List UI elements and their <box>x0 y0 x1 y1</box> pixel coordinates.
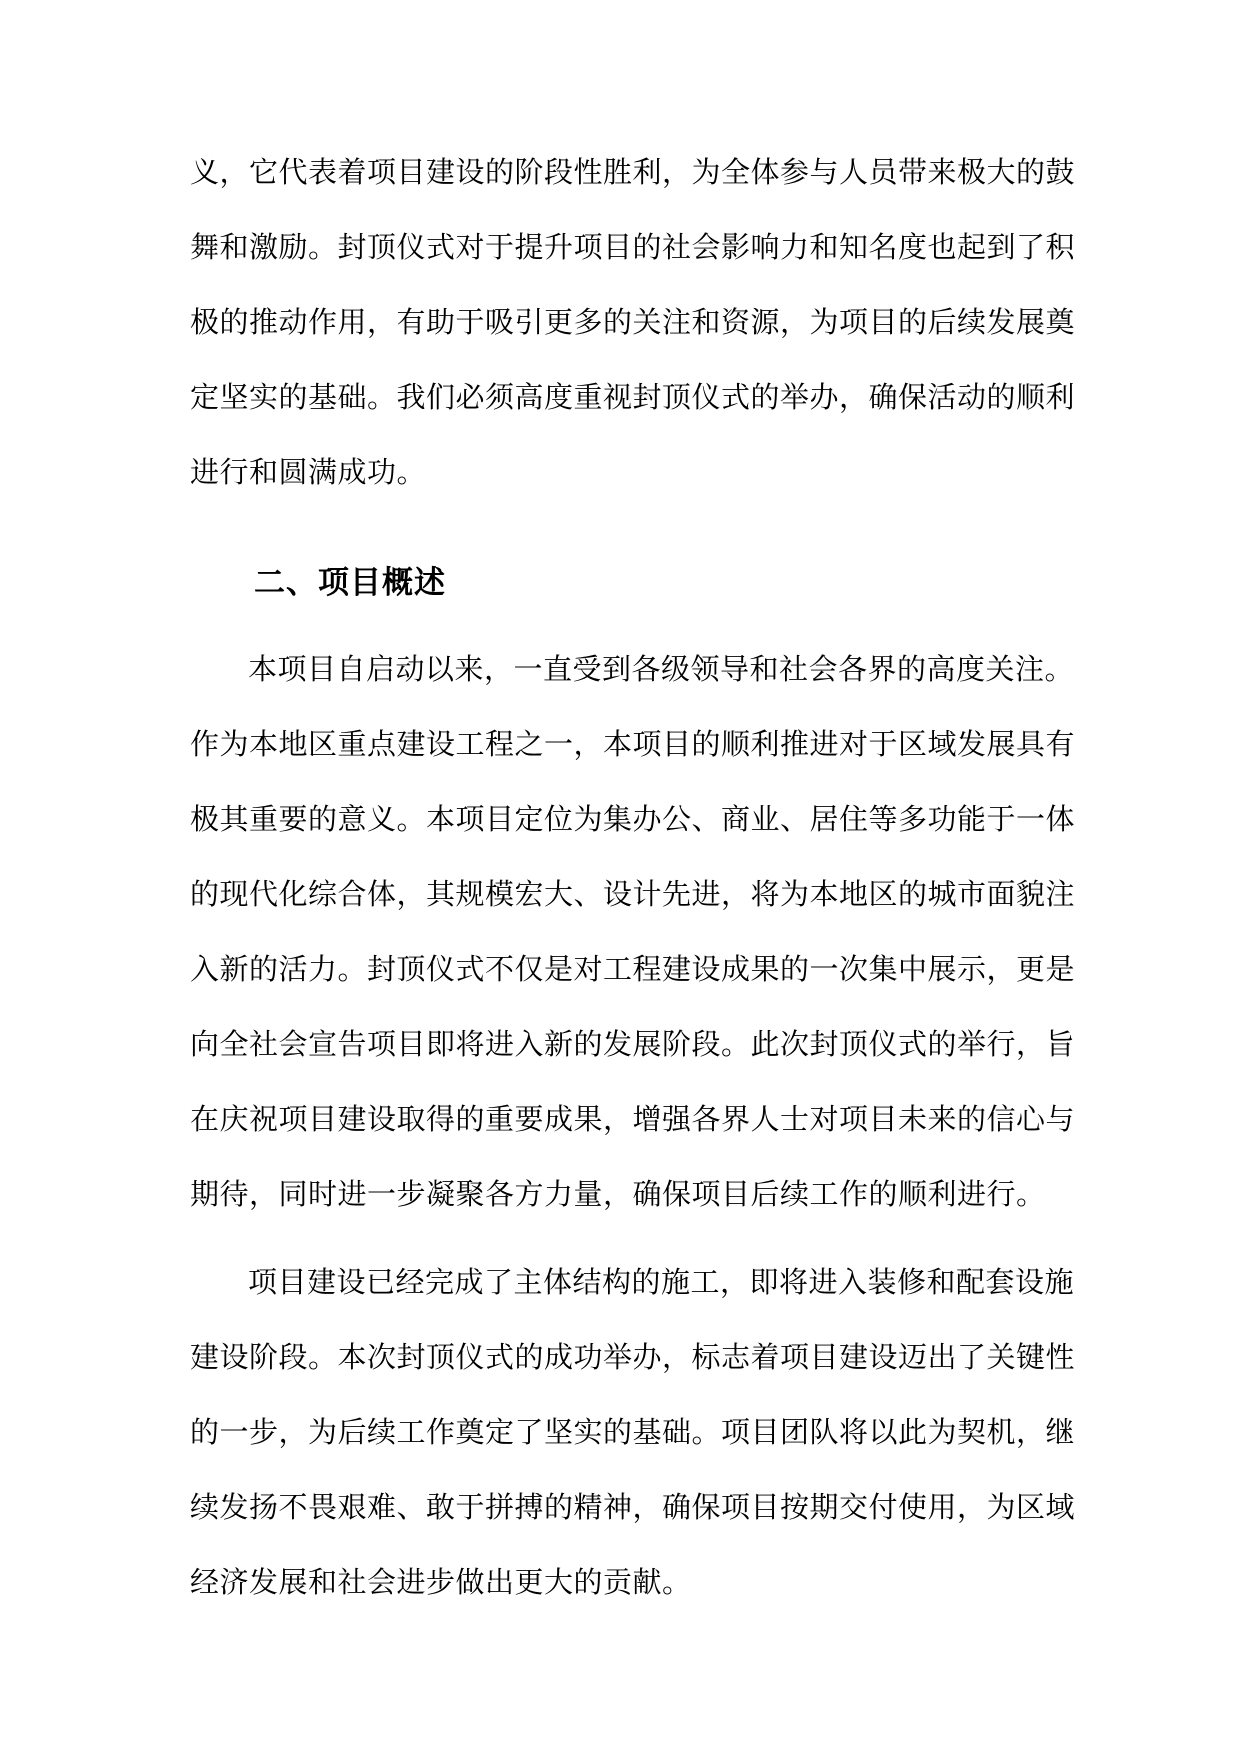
text-line: 的现代化综合体，其规模宏大、设计先进，将为本地区的城市面貌注 <box>190 877 1076 911</box>
text-line: 期待，同时进一步凝聚各方力量，确保项目后续工作的顺利进行。 <box>190 1177 1046 1211</box>
text-line: 定坚实的基础。我们必须高度重视封顶仪式的举办，确保活动的顺利 <box>190 380 1076 414</box>
text-line: 入新的活力。封顶仪式不仅是对工程建设成果的一次集中展示，更是 <box>190 952 1076 986</box>
text-line: 向全社会宣告项目即将进入新的发展阶段。此次封顶仪式的举行，旨 <box>190 1027 1076 1061</box>
text-line: 舞和激励。封顶仪式对于提升项目的社会影响力和知名度也起到了积 <box>190 230 1076 264</box>
text-line: 作为本地区重点建设工程之一，本项目的顺利推进对于区域发展具有 <box>190 727 1076 761</box>
text-line: 项目建设已经完成了主体结构的施工，即将进入装修和配套设施 <box>248 1265 1075 1299</box>
text-line: 本项目自启动以来，一直受到各级领导和社会各界的高度关注。 <box>248 652 1075 686</box>
section-heading: 二、项目概述 <box>254 565 446 601</box>
text-line: 在庆祝项目建设取得的重要成果，增强各界人士对项目未来的信心与 <box>190 1102 1076 1136</box>
text-line: 建设阶段。本次封顶仪式的成功举办，标志着项目建设迈出了关键性 <box>190 1340 1076 1374</box>
text-line: 极其重要的意义。本项目定位为集办公、商业、居住等多功能于一体 <box>190 802 1076 836</box>
text-line: 极的推动作用，有助于吸引更多的关注和资源，为项目的后续发展奠 <box>190 305 1076 339</box>
text-line: 经济发展和社会进步做出更大的贡献。 <box>190 1565 692 1599</box>
text-line: 续发扬不畏艰难、敢于拼搏的精神，确保项目按期交付使用，为区域 <box>190 1490 1076 1524</box>
text-line: 进行和圆满成功。 <box>190 455 427 489</box>
text-line: 义，它代表着项目建设的阶段性胜利，为全体参与人员带来极大的鼓 <box>190 155 1076 189</box>
text-line: 的一步，为后续工作奠定了坚实的基础。项目团队将以此为契机，继 <box>190 1415 1076 1449</box>
